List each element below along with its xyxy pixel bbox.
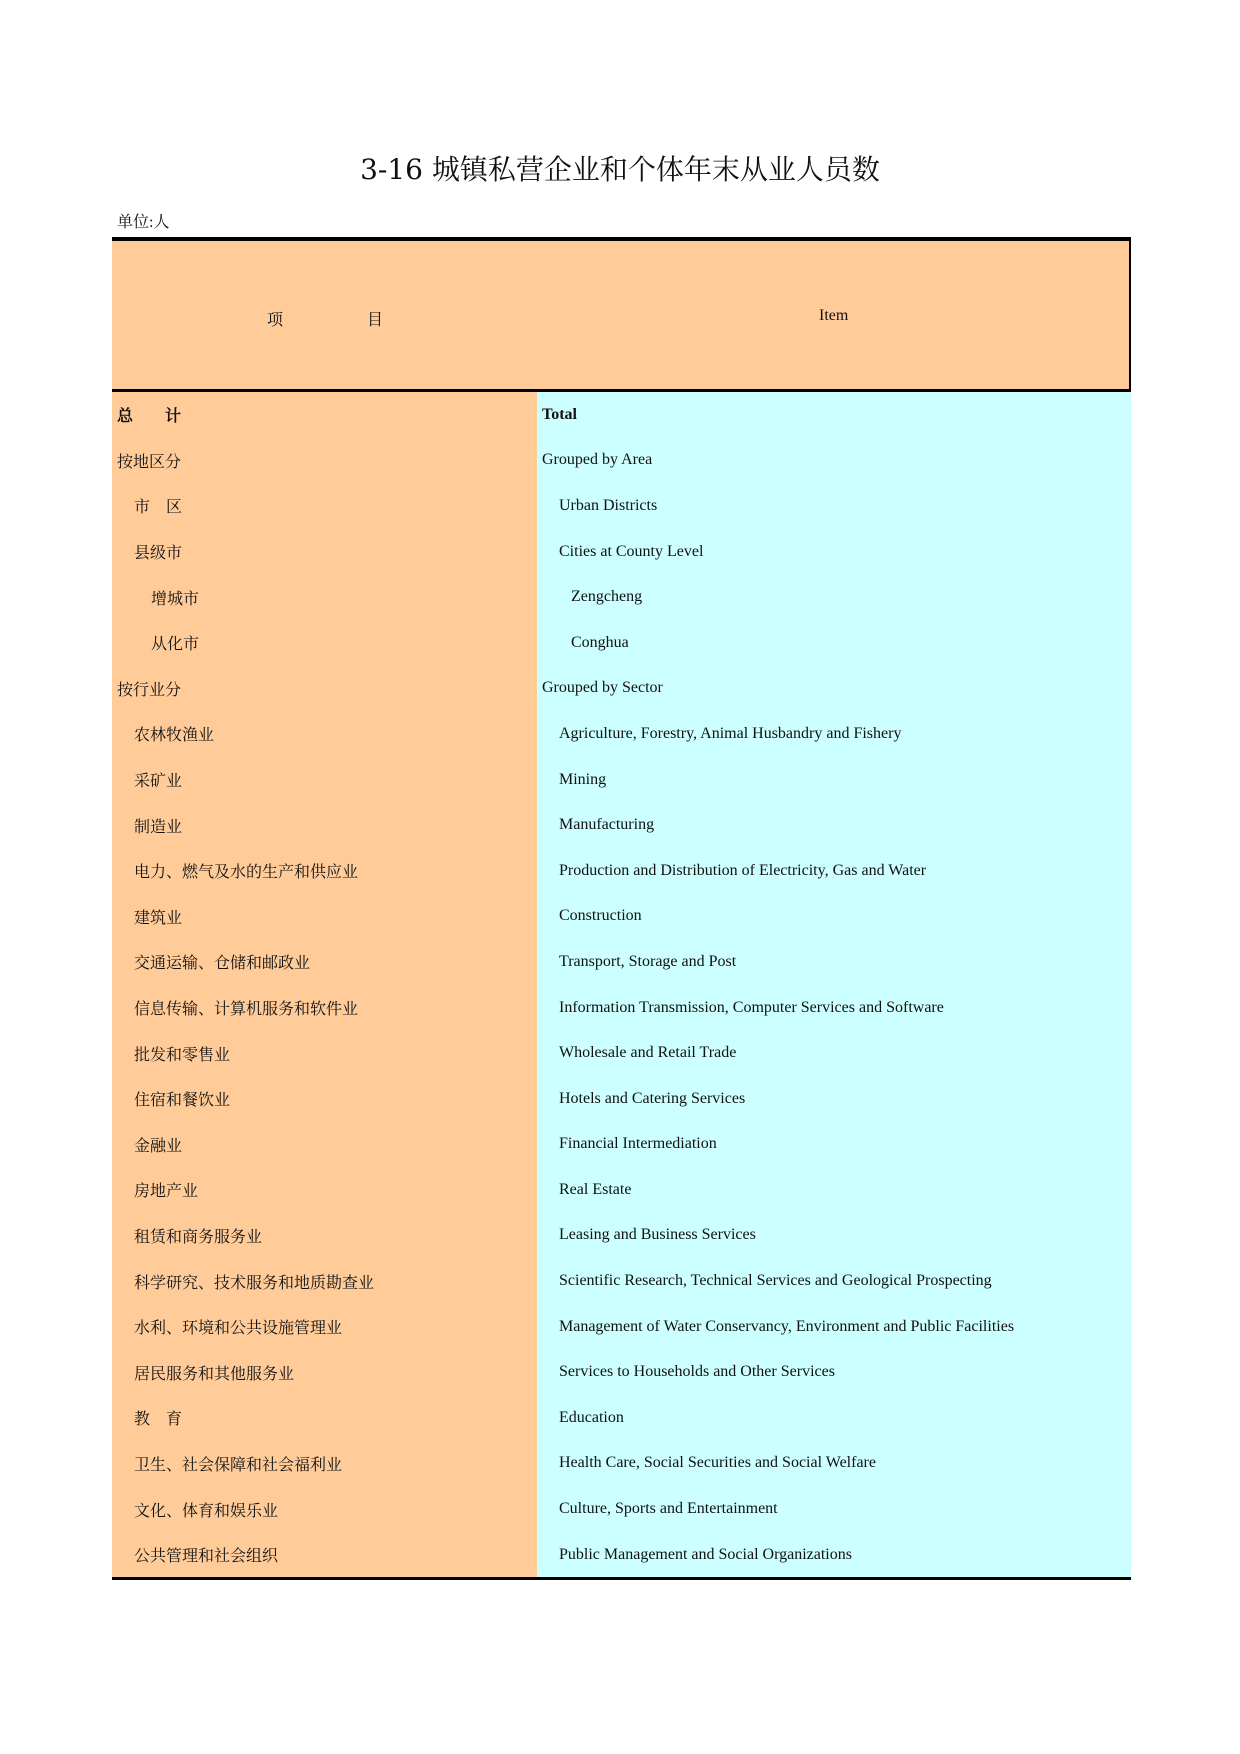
row-label-en: Information Transmission, Computer Services and Software <box>537 985 1131 1031</box>
table-row <box>112 848 1131 894</box>
table-body <box>112 392 1131 1580</box>
row-label-cn: 卫生、社会保障和社会福利业 <box>112 1441 537 1487</box>
row-label-en: Leasing and Business Services <box>537 1213 1131 1259</box>
row-label-cn: 交通运输、仓储和邮政业 <box>112 939 537 985</box>
row-label-en: Agriculture, Forestry, Animal Husbandry and Fishery <box>537 711 1131 757</box>
row-label-cn: 教 育 <box>112 1395 537 1441</box>
row-label-cn: 制造业 <box>112 802 537 848</box>
row-label-en: Culture, Sports and Entertainment <box>537 1486 1131 1532</box>
row-label-en: Production and Distribution of Electricity, Gas and Water <box>537 848 1131 894</box>
table-row <box>112 1532 1131 1578</box>
table-row <box>112 483 1131 529</box>
table-row <box>112 985 1131 1031</box>
row-label-en: Services to Households and Other Services <box>537 1349 1131 1395</box>
table-row <box>112 1213 1131 1259</box>
table-row <box>112 574 1131 620</box>
table-row <box>112 1258 1131 1304</box>
table-row <box>112 1486 1131 1532</box>
row-label-en: Financial Intermediation <box>537 1122 1131 1168</box>
table-row <box>112 1167 1131 1213</box>
row-label-en: Grouped by Area <box>537 438 1131 484</box>
table-row <box>112 939 1131 985</box>
row-label-en: Urban Districts <box>537 483 1131 529</box>
table-row <box>112 757 1131 803</box>
row-label-en: Education <box>537 1395 1131 1441</box>
row-label-cn: 建筑业 <box>112 894 537 940</box>
row-label-en: Construction <box>537 894 1131 940</box>
row-label-cn: 租赁和商务服务业 <box>112 1213 537 1259</box>
data-table <box>112 237 1131 1580</box>
table-row <box>112 392 1131 438</box>
row-label-cn: 采矿业 <box>112 757 537 803</box>
table-header <box>112 237 1131 392</box>
row-label-cn: 电力、燃气及水的生产和供应业 <box>112 848 537 894</box>
row-label-en: Health Care, Social Securities and Social Welfare <box>537 1441 1131 1487</box>
header-en-item: Item <box>819 307 849 324</box>
row-label-cn: 批发和零售业 <box>112 1030 537 1076</box>
row-label-en: Conghua <box>537 620 1131 666</box>
row-label-cn: 县级市 <box>112 529 537 575</box>
table-row <box>112 711 1131 757</box>
table-row <box>112 529 1131 575</box>
row-label-en: Cities at County Level <box>537 529 1131 575</box>
unit-label: 单位:人 <box>117 214 170 231</box>
row-label-en: Total <box>537 392 1131 438</box>
table-row <box>112 1304 1131 1350</box>
header-cn-item-char1: 项 <box>267 312 284 329</box>
row-label-en: Real Estate <box>537 1167 1131 1213</box>
table-row <box>112 802 1131 848</box>
table-row <box>112 1122 1131 1168</box>
table-row <box>112 1076 1131 1122</box>
table-row <box>112 438 1131 484</box>
table-row <box>112 1395 1131 1441</box>
row-label-en: Grouped by Sector <box>537 666 1131 712</box>
row-label-cn: 市 区 <box>112 483 537 529</box>
table-row <box>112 1441 1131 1487</box>
row-label-cn: 居民服务和其他服务业 <box>112 1349 537 1395</box>
row-label-en: Manufacturing <box>537 802 1131 848</box>
row-label-cn: 农林牧渔业 <box>112 711 537 757</box>
row-label-cn: 住宿和餐饮业 <box>112 1076 537 1122</box>
row-label-cn: 房地产业 <box>112 1167 537 1213</box>
row-label-en: Wholesale and Retail Trade <box>537 1030 1131 1076</box>
header-cn-item-char2: 目 <box>367 312 384 329</box>
row-label-cn: 按地区分 <box>112 438 537 484</box>
page-title: 3-16 城镇私营企业和个体年末从业人员数 <box>360 153 880 186</box>
table-row <box>112 1349 1131 1395</box>
row-label-cn: 总 计 <box>112 392 537 438</box>
row-label-cn: 从化市 <box>112 620 537 666</box>
row-label-cn: 科学研究、技术服务和地质勘查业 <box>112 1258 537 1304</box>
table-row <box>112 1030 1131 1076</box>
row-label-cn: 信息传输、计算机服务和软件业 <box>112 985 537 1031</box>
row-label-cn: 水利、环境和公共设施管理业 <box>112 1304 537 1350</box>
row-label-cn: 增城市 <box>112 574 537 620</box>
row-label-en: Mining <box>537 757 1131 803</box>
row-label-en: Scientific Research, Technical Services and Geological Prospecting <box>537 1258 1131 1304</box>
row-label-en: Management of Water Conservancy, Environment and Public Facilities <box>537 1304 1131 1350</box>
table-row <box>112 666 1131 712</box>
row-label-cn: 文化、体育和娱乐业 <box>112 1486 537 1532</box>
table-row <box>112 620 1131 666</box>
row-label-cn: 按行业分 <box>112 666 537 712</box>
row-label-en: Zengcheng <box>537 574 1131 620</box>
row-label-cn: 金融业 <box>112 1122 537 1168</box>
row-label-cn: 公共管理和社会组织 <box>112 1532 537 1578</box>
row-label-en: Transport, Storage and Post <box>537 939 1131 985</box>
row-label-en: Public Management and Social Organizations <box>537 1532 1131 1578</box>
row-label-en: Hotels and Catering Services <box>537 1076 1131 1122</box>
table-row <box>112 894 1131 940</box>
